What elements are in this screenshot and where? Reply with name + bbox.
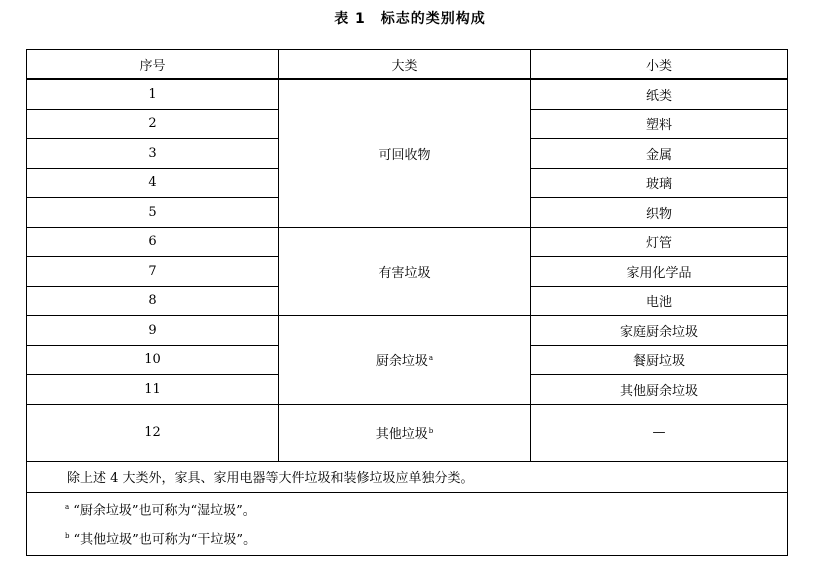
major-label: 有害垃圾 — [378, 265, 431, 281]
minor-cell: 塑料 — [531, 109, 788, 139]
minor-cell: — — [531, 404, 788, 461]
footer-row — [27, 461, 788, 492]
minor-cell: 其他厨余垃圾 — [531, 375, 788, 405]
seq-cell: 6 — [27, 227, 279, 257]
header-seq: 序号 — [27, 50, 279, 80]
table-row — [27, 316, 788, 346]
minor-cell: 纸类 — [531, 79, 788, 109]
minor-cell: 餐厨垃圾 — [531, 345, 788, 375]
major-label: 厨余垃圾 — [375, 354, 428, 370]
seq-cell: 4 — [27, 168, 279, 198]
footnote-marker: b — [428, 426, 434, 435]
seq-cell: 5 — [27, 198, 279, 228]
category-table — [26, 49, 788, 556]
major-label: 其他垃圾 — [375, 427, 428, 442]
table-row — [27, 227, 788, 257]
major-cell-hazardous — [279, 227, 531, 316]
footnotes — [27, 492, 788, 555]
footnote-mark: a — [65, 503, 70, 512]
footnote-marker: a — [428, 353, 434, 362]
major-cell-other — [279, 404, 531, 461]
major-cell-recyclable — [279, 79, 531, 227]
major-label: 可回收物 — [378, 147, 431, 163]
minor-cell: 灯管 — [531, 227, 788, 257]
seq-cell: 8 — [27, 286, 279, 316]
footnote-mark: b — [65, 531, 70, 540]
minor-cell: 玻璃 — [531, 168, 788, 198]
seq-cell: 9 — [27, 316, 279, 346]
footer-note: 除上述 4 大类外，家具、家用电器等大件垃圾和装修垃圾应单独分类。 — [27, 461, 788, 492]
footnote-text: “其他垃圾”也可称为“干垃圾”。 — [73, 531, 257, 547]
minor-cell: 家庭厨余垃圾 — [531, 316, 788, 346]
minor-cell: 织物 — [531, 198, 788, 228]
footnotes-row — [27, 492, 788, 555]
header-major: 大类 — [279, 50, 531, 80]
seq-cell: 3 — [27, 139, 279, 169]
minor-cell: 电池 — [531, 286, 788, 316]
header-minor: 小类 — [531, 50, 788, 80]
table-title: 表 1 标志的类别构成 — [334, 11, 486, 27]
table-row — [27, 404, 788, 461]
seq-cell: 1 — [27, 79, 279, 109]
table-row — [27, 79, 788, 109]
seq-cell: 2 — [27, 109, 279, 139]
header-row — [27, 50, 788, 80]
footnote-b — [65, 524, 787, 552]
footnote-a — [65, 495, 787, 523]
footnote-text: “厨余垃圾”也可称为“湿垃圾”。 — [73, 503, 256, 519]
seq-cell: 11 — [27, 375, 279, 405]
major-cell-kitchen — [279, 316, 531, 405]
seq-cell: 12 — [27, 404, 279, 461]
seq-cell: 10 — [27, 345, 279, 375]
minor-cell: 金属 — [531, 139, 788, 169]
seq-cell: 7 — [27, 257, 279, 287]
minor-cell: 家用化学品 — [531, 257, 788, 287]
